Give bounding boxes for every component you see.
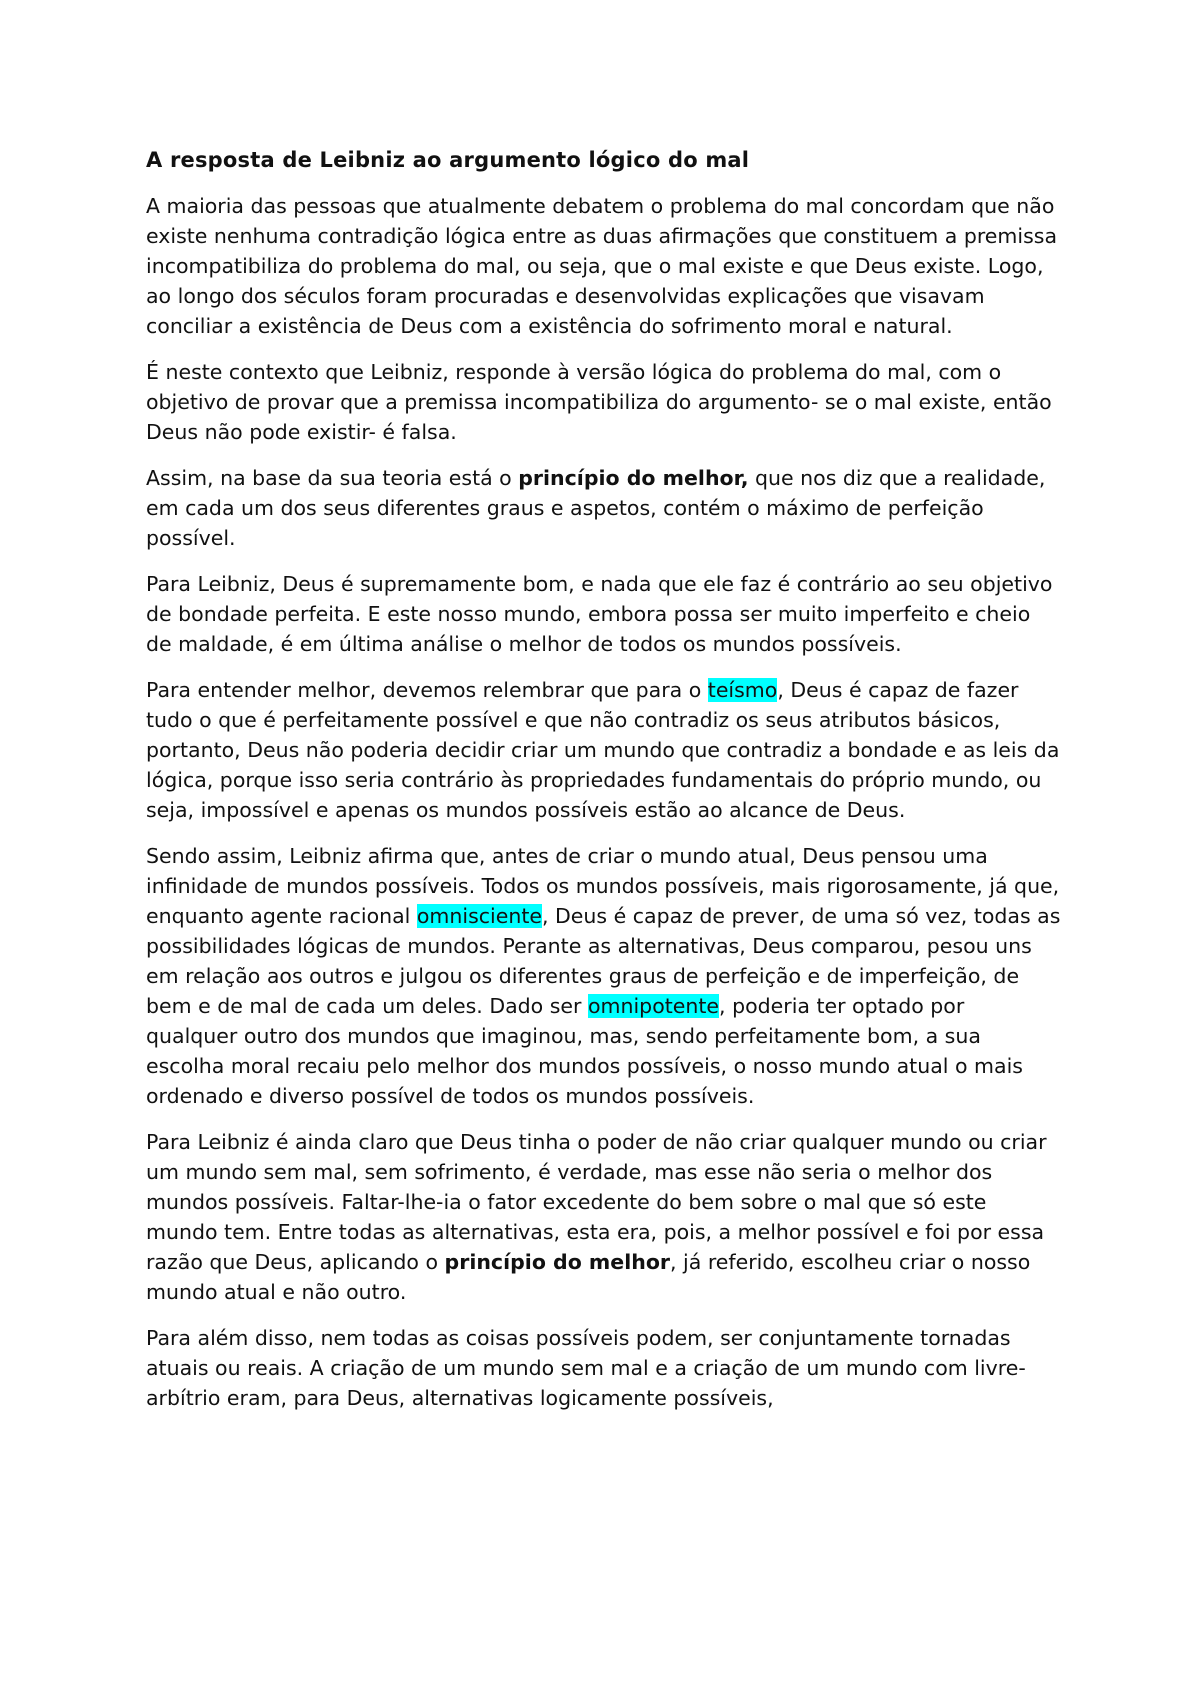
text-segment: , Deus é capaz de fazer tudo o que é perfeitamente possível e que não contradiz os seus atributos básicos, portanto, Deus não poderia decidir criar um mundo que contradiz a bondade e as leis da lógica, porque isso seria contrário às propriedades fundamentais do próprio mundo, ou seja, impossível e apenas os mundos possíveis estão ao alcance de Deus. xyxy=(146,678,1060,822)
highlight-teismo: teísmo xyxy=(707,678,778,702)
document-body xyxy=(146,145,1061,1429)
text-segment: Para Leibniz é ainda claro que Deus tinha o poder de não criar qualquer mundo ou criar um mundo sem mal, sem sofrimento, é verdade, mas esse não seria o melhor dos mundos possíveis. Faltar-lhe-ia o fator excedente do bem sobre o mal que só este mundo tem. Entre todas as alternativas, esta era, pois, a melhor possível e foi por essa razão que Deus, aplicando o xyxy=(146,1130,1047,1274)
paragraph-1 xyxy=(146,191,1061,341)
document-title: A resposta de Leibniz ao argumento lógico do mal xyxy=(146,148,750,172)
text-segment: , já referido, escolheu criar o nosso mundo atual e não outro. xyxy=(146,1250,1031,1304)
paragraph-2 xyxy=(146,357,1061,447)
highlight-omnipotente: omnipotente xyxy=(587,994,720,1018)
paragraph-8 xyxy=(146,1323,1061,1413)
text-segment: A maioria das pessoas que atualmente debatem o problema do mal concordam que não existe nenhuma contradição lógica entre as duas afirmações que constituem a premissa incompatibiliza do problema do mal, ou seja, que o mal existe e que Deus existe. Logo, ao longo dos séculos foram procuradas e desenvolvidas explicações que visavam conciliar a existência de Deus com a existência do sofrimento moral e natural. xyxy=(146,194,1058,338)
text-segment: Para entender melhor, devemos relembrar que para o xyxy=(146,678,708,702)
text-segment: Para além disso, nem todas as coisas possíveis podem, ser conjuntamente tornadas atuais ou reais. A criação de um mundo sem mal e a criação de um mundo com livre-arbítrio eram, para Deus, alternativas logicamente possíveis, xyxy=(146,1326,1026,1410)
text-segment: que nos diz que a realidade, em cada um dos seus diferentes graus e aspetos, contém o máximo de perfeição possível. xyxy=(146,466,1046,550)
bold-term-principio-do-melhor: princípio do melhor, xyxy=(518,466,749,490)
text-segment: , poderia ter optado por qualquer outro dos mundos que imaginou, mas, sendo perfeitamente bom, a sua escolha moral recaiu pelo melhor dos mundos possíveis, o nosso mundo atual o mais ordenado e diverso possível de todos os mundos possíveis. xyxy=(146,994,1023,1108)
paragraph-5 xyxy=(146,675,1061,825)
text-segment: Assim, na base da sua teoria está o xyxy=(146,466,519,490)
text-segment: Sendo assim, Leibniz afirma que, antes de criar o mundo atual, Deus pensou uma infinidade de mundos possíveis. Todos os mundos possíveis, mais rigorosamente, já que, enquanto agente racional xyxy=(146,844,1060,928)
text-segment: Para Leibniz, Deus é supremamente bom, e nada que ele faz é contrário ao seu objetivo de bondade perfeita. E este nosso mundo, embora possa ser muito imperfeito e cheio de maldade, é em última análise o melhor de todos os mundos possíveis. xyxy=(146,572,1053,656)
text-segment: , Deus é capaz de prever, de uma só vez, todas as possibilidades lógicas de mundos. Perante as alternativas, Deus comparou, pesou uns em relação aos outros e julgou os diferentes graus de perfeição e de imperfeição, de bem e de mal de cada um deles. Dado ser xyxy=(146,904,1061,1018)
paragraph-6 xyxy=(146,841,1061,1111)
text-segment: É neste contexto que Leibniz, responde à versão lógica do problema do mal, com o objetivo de provar que a premissa incompatibiliza do argumento- se o mal existe, então Deus não pode existir- é falsa. xyxy=(146,360,1052,444)
bold-term-principio-do-melhor: princípio do melhor xyxy=(444,1250,671,1274)
paragraph-3 xyxy=(146,463,1061,553)
highlight-omnisciente: omnisciente xyxy=(416,904,542,928)
paragraph-7 xyxy=(146,1127,1061,1307)
paragraph-4 xyxy=(146,569,1061,659)
